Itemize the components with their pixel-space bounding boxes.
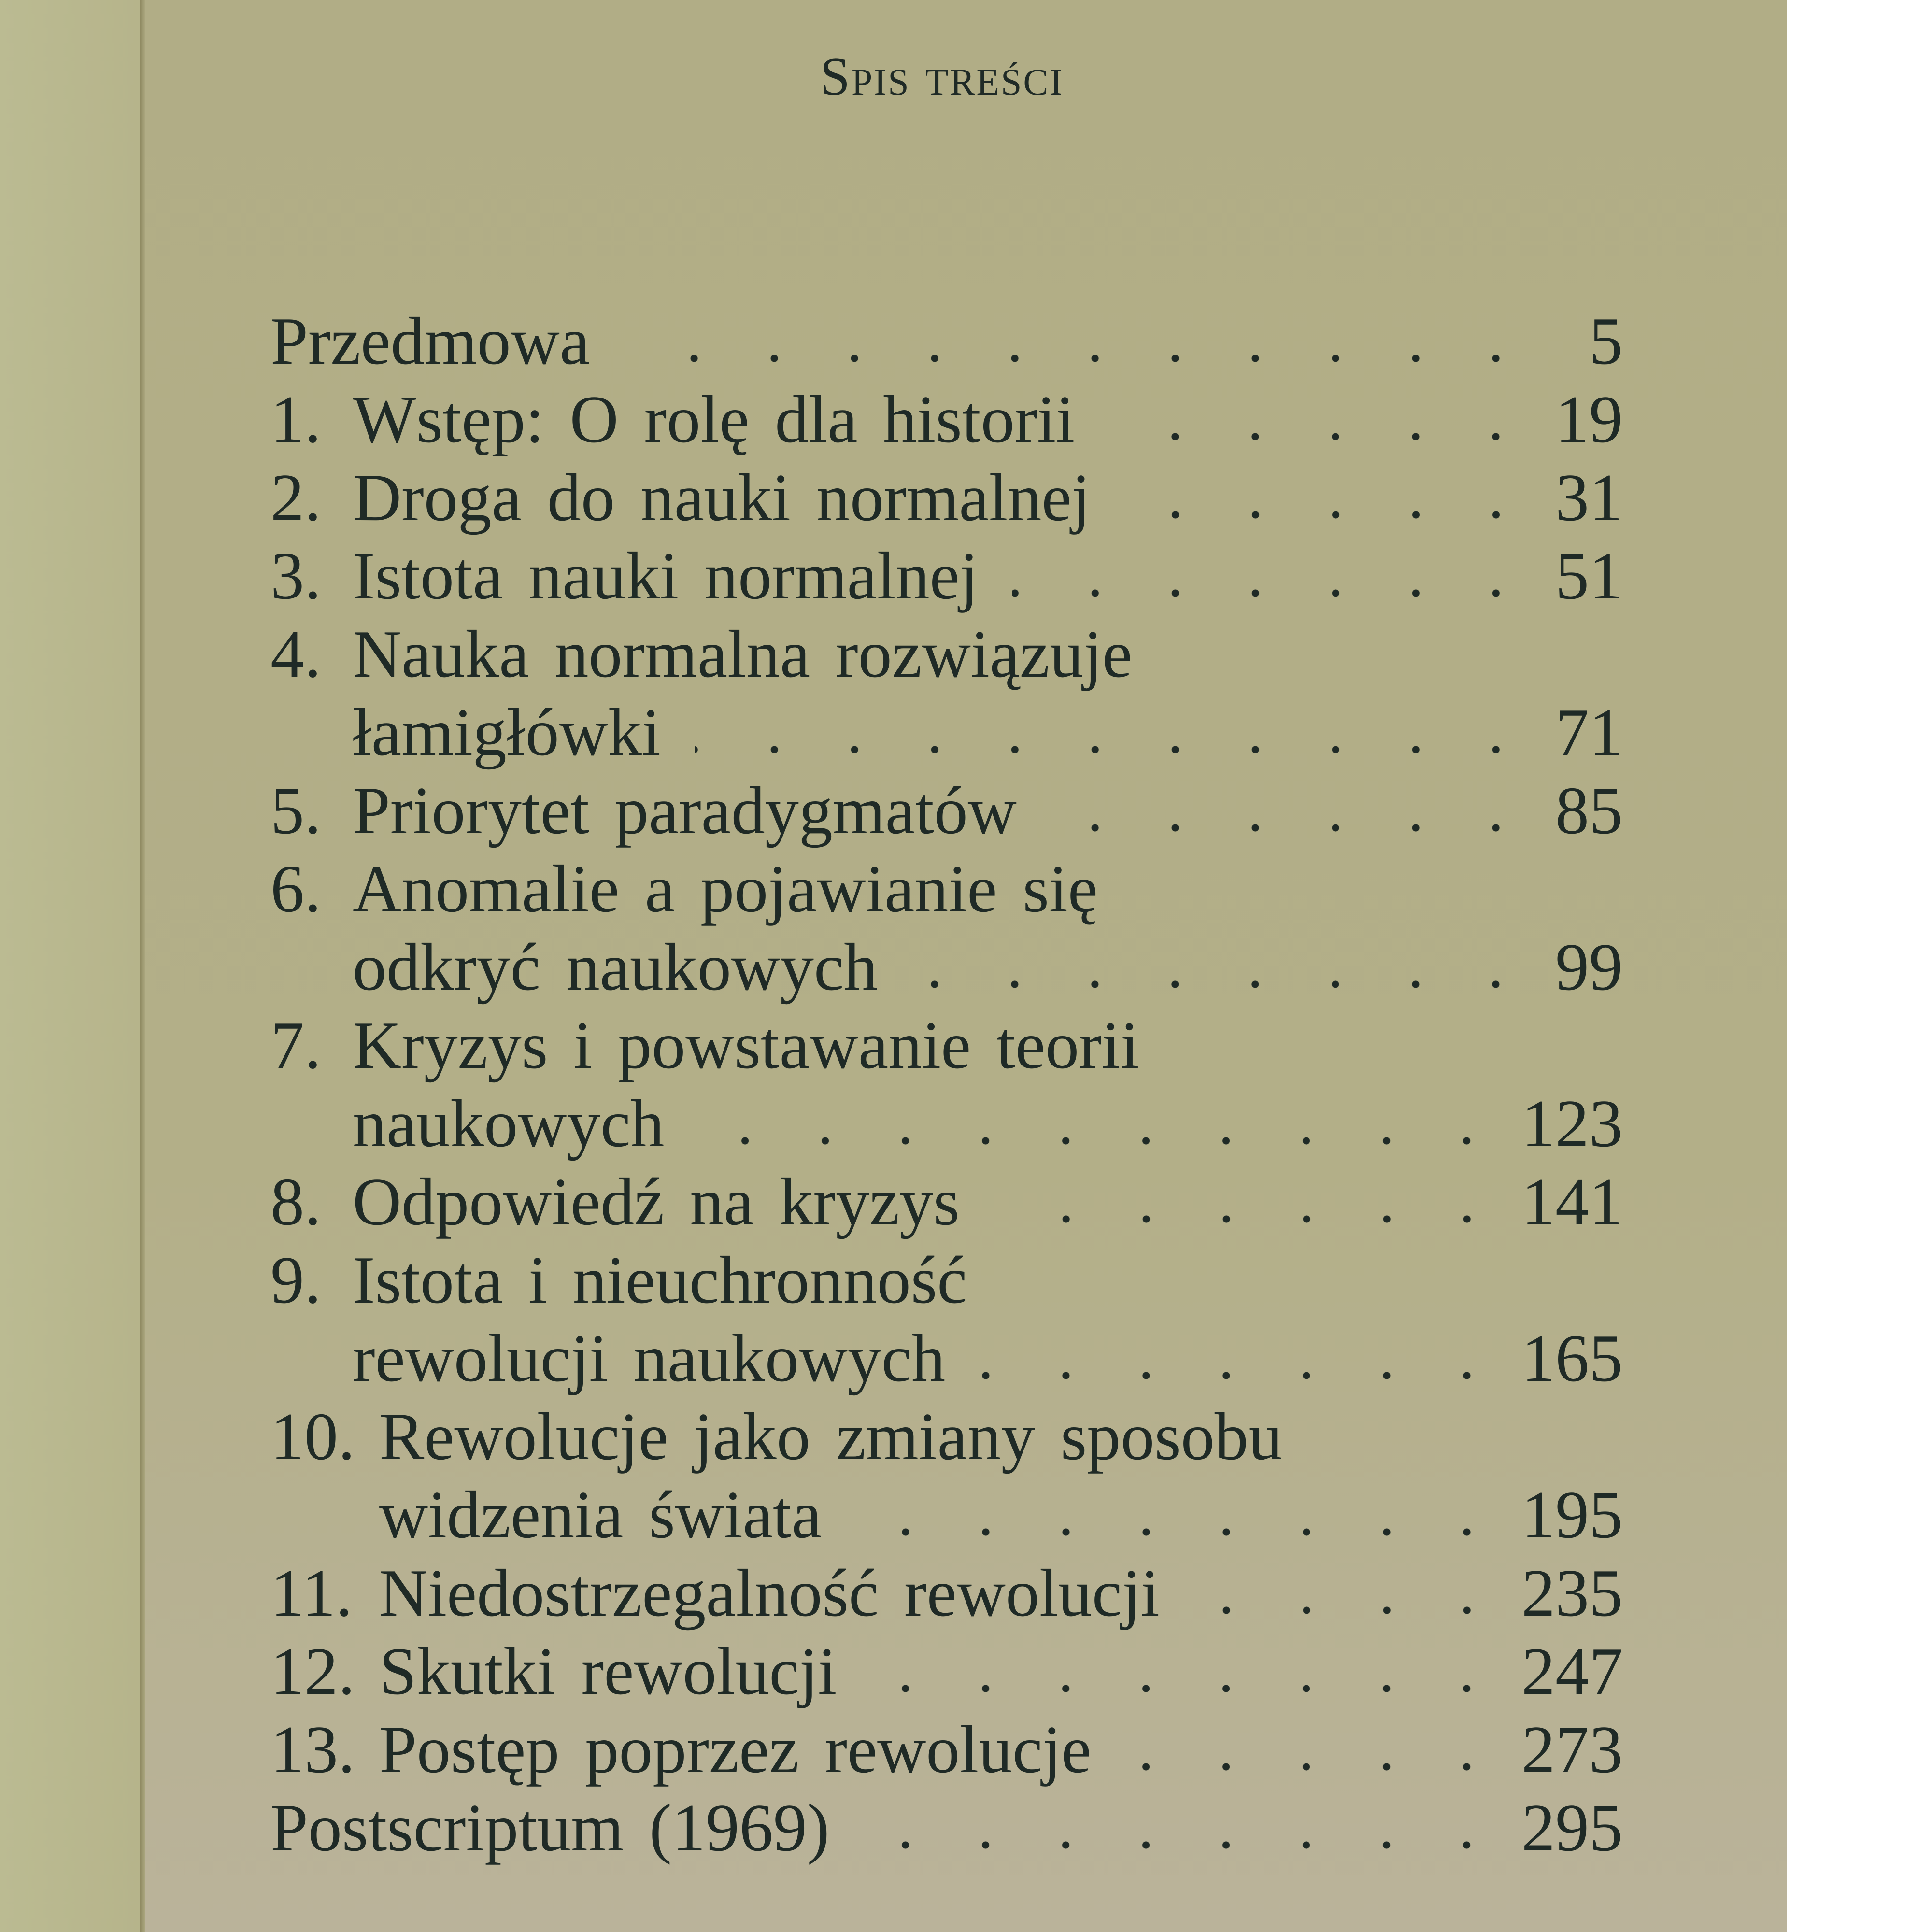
dot-leader: [1125, 1726, 1507, 1774]
toc-entry: [270, 1711, 1623, 1789]
entry-page: 247: [1521, 1634, 1623, 1709]
entry-number: 1.: [270, 382, 321, 457]
entry-title: Skutki rewolucji: [379, 1634, 837, 1709]
toc-entry-continuation: [270, 1476, 1623, 1554]
entry-title: Istota nauki normalnej: [353, 539, 979, 613]
toc-entry-continuation: [270, 1085, 1623, 1163]
entry-title: Nauka normalna rozwiązuje: [353, 617, 1133, 692]
entry-page: 31: [1555, 460, 1623, 535]
toc-entry: [270, 1163, 1623, 1241]
entry-number: 10.: [270, 1399, 355, 1474]
toc-entry-continuation: [270, 694, 1623, 772]
toc-entry: [270, 850, 1623, 928]
entry-page: 51: [1555, 539, 1623, 613]
entry-title: Istota i nieuchronność: [353, 1243, 967, 1318]
entry-title-continued: naukowych: [353, 1086, 665, 1161]
table-of-contents: [270, 302, 1623, 1867]
entry-page: 71: [1555, 695, 1623, 770]
entry-number: 8.: [270, 1165, 321, 1239]
entry-number: 11.: [270, 1556, 353, 1631]
entry-page: 141: [1521, 1165, 1623, 1239]
toc-entry: [270, 1241, 1623, 1320]
dot-leader: [698, 1100, 1507, 1148]
entry-title: Postscriptum (1969): [270, 1790, 830, 1865]
entry-title: Anomalie a pojawianie się: [353, 852, 1098, 926]
toc-entry: [270, 615, 1623, 694]
dot-leader: [870, 1648, 1507, 1696]
entry-number: 12.: [270, 1634, 355, 1709]
entry-page: 273: [1521, 1712, 1623, 1787]
dot-leader: [863, 1804, 1507, 1852]
entry-page: 19: [1555, 382, 1623, 457]
toc-entry: [270, 381, 1623, 459]
toc-entry: [270, 1007, 1623, 1085]
toc-entry-continuation: [270, 1320, 1623, 1398]
toc-entry-continuation: [270, 928, 1623, 1007]
entry-number: 5.: [270, 773, 321, 848]
dot-leader: [624, 317, 1536, 366]
entry-title: Rewolucje jako zmiany sposobu: [379, 1399, 1282, 1474]
entry-title: Priorytet paradygmatów: [353, 773, 1017, 848]
facing-page-edge: [0, 0, 140, 1932]
dot-leader: [911, 943, 1536, 992]
entry-page: 99: [1555, 930, 1623, 1005]
entry-title: Postęp poprzez rewolucje: [379, 1712, 1092, 1787]
entry-number: 6.: [270, 852, 321, 926]
entry-page: 195: [1521, 1477, 1623, 1552]
entry-page: 123: [1521, 1086, 1623, 1161]
toc-entry: [270, 537, 1623, 615]
entry-number: 2.: [270, 460, 321, 535]
entry-page: 165: [1521, 1321, 1623, 1396]
dot-leader: [1051, 787, 1536, 835]
toc-entry: [270, 1789, 1623, 1867]
entry-title-continued: rewolucji naukowych: [353, 1321, 946, 1396]
toc-entry: [270, 459, 1623, 537]
entry-number: 3.: [270, 539, 321, 613]
entry-page: 295: [1521, 1790, 1623, 1865]
entry-title: Droga do nauki normalnej: [353, 460, 1091, 535]
dot-leader: [695, 709, 1536, 757]
entry-title-continued: łamigłówki: [353, 695, 661, 770]
dot-leader: [994, 1178, 1507, 1226]
dot-leader: [1012, 552, 1536, 600]
entry-title-continued: odkryć naukowych: [353, 930, 878, 1005]
dot-leader: [979, 1335, 1507, 1383]
toc-entry: [270, 1398, 1623, 1476]
entry-title-continued: widzenia świata: [379, 1477, 822, 1552]
dot-leader: [1108, 396, 1536, 444]
dot-leader: [1124, 474, 1536, 522]
toc-entry: [270, 1554, 1623, 1633]
background: [1787, 0, 1932, 1932]
entry-number: 9.: [270, 1243, 321, 1318]
entry-title: Przedmowa: [270, 304, 590, 379]
entry-number: 13.: [270, 1712, 355, 1787]
toc-entry: [270, 1633, 1623, 1711]
dot-leader: [855, 1491, 1507, 1539]
entry-title: Niedostrzegalność rewolucji: [379, 1556, 1160, 1631]
entry-number: 7.: [270, 1008, 321, 1083]
toc-entry: [270, 772, 1623, 850]
entry-page: 235: [1521, 1556, 1623, 1631]
entry-number: 4.: [270, 617, 321, 692]
entry-page: 5: [1589, 304, 1623, 379]
entry-title: Odpowiedź na kryzys: [353, 1165, 960, 1239]
entry-page: 85: [1555, 773, 1623, 848]
entry-title: Wstęp: O rolę dla historii: [353, 382, 1075, 457]
dot-leader: [1193, 1569, 1507, 1618]
toc-entry: [270, 302, 1623, 381]
book-gutter: [140, 0, 145, 1932]
entry-title: Kryzys i powstawanie teorii: [353, 1008, 1139, 1083]
page-title: Spis treści: [820, 47, 1064, 107]
